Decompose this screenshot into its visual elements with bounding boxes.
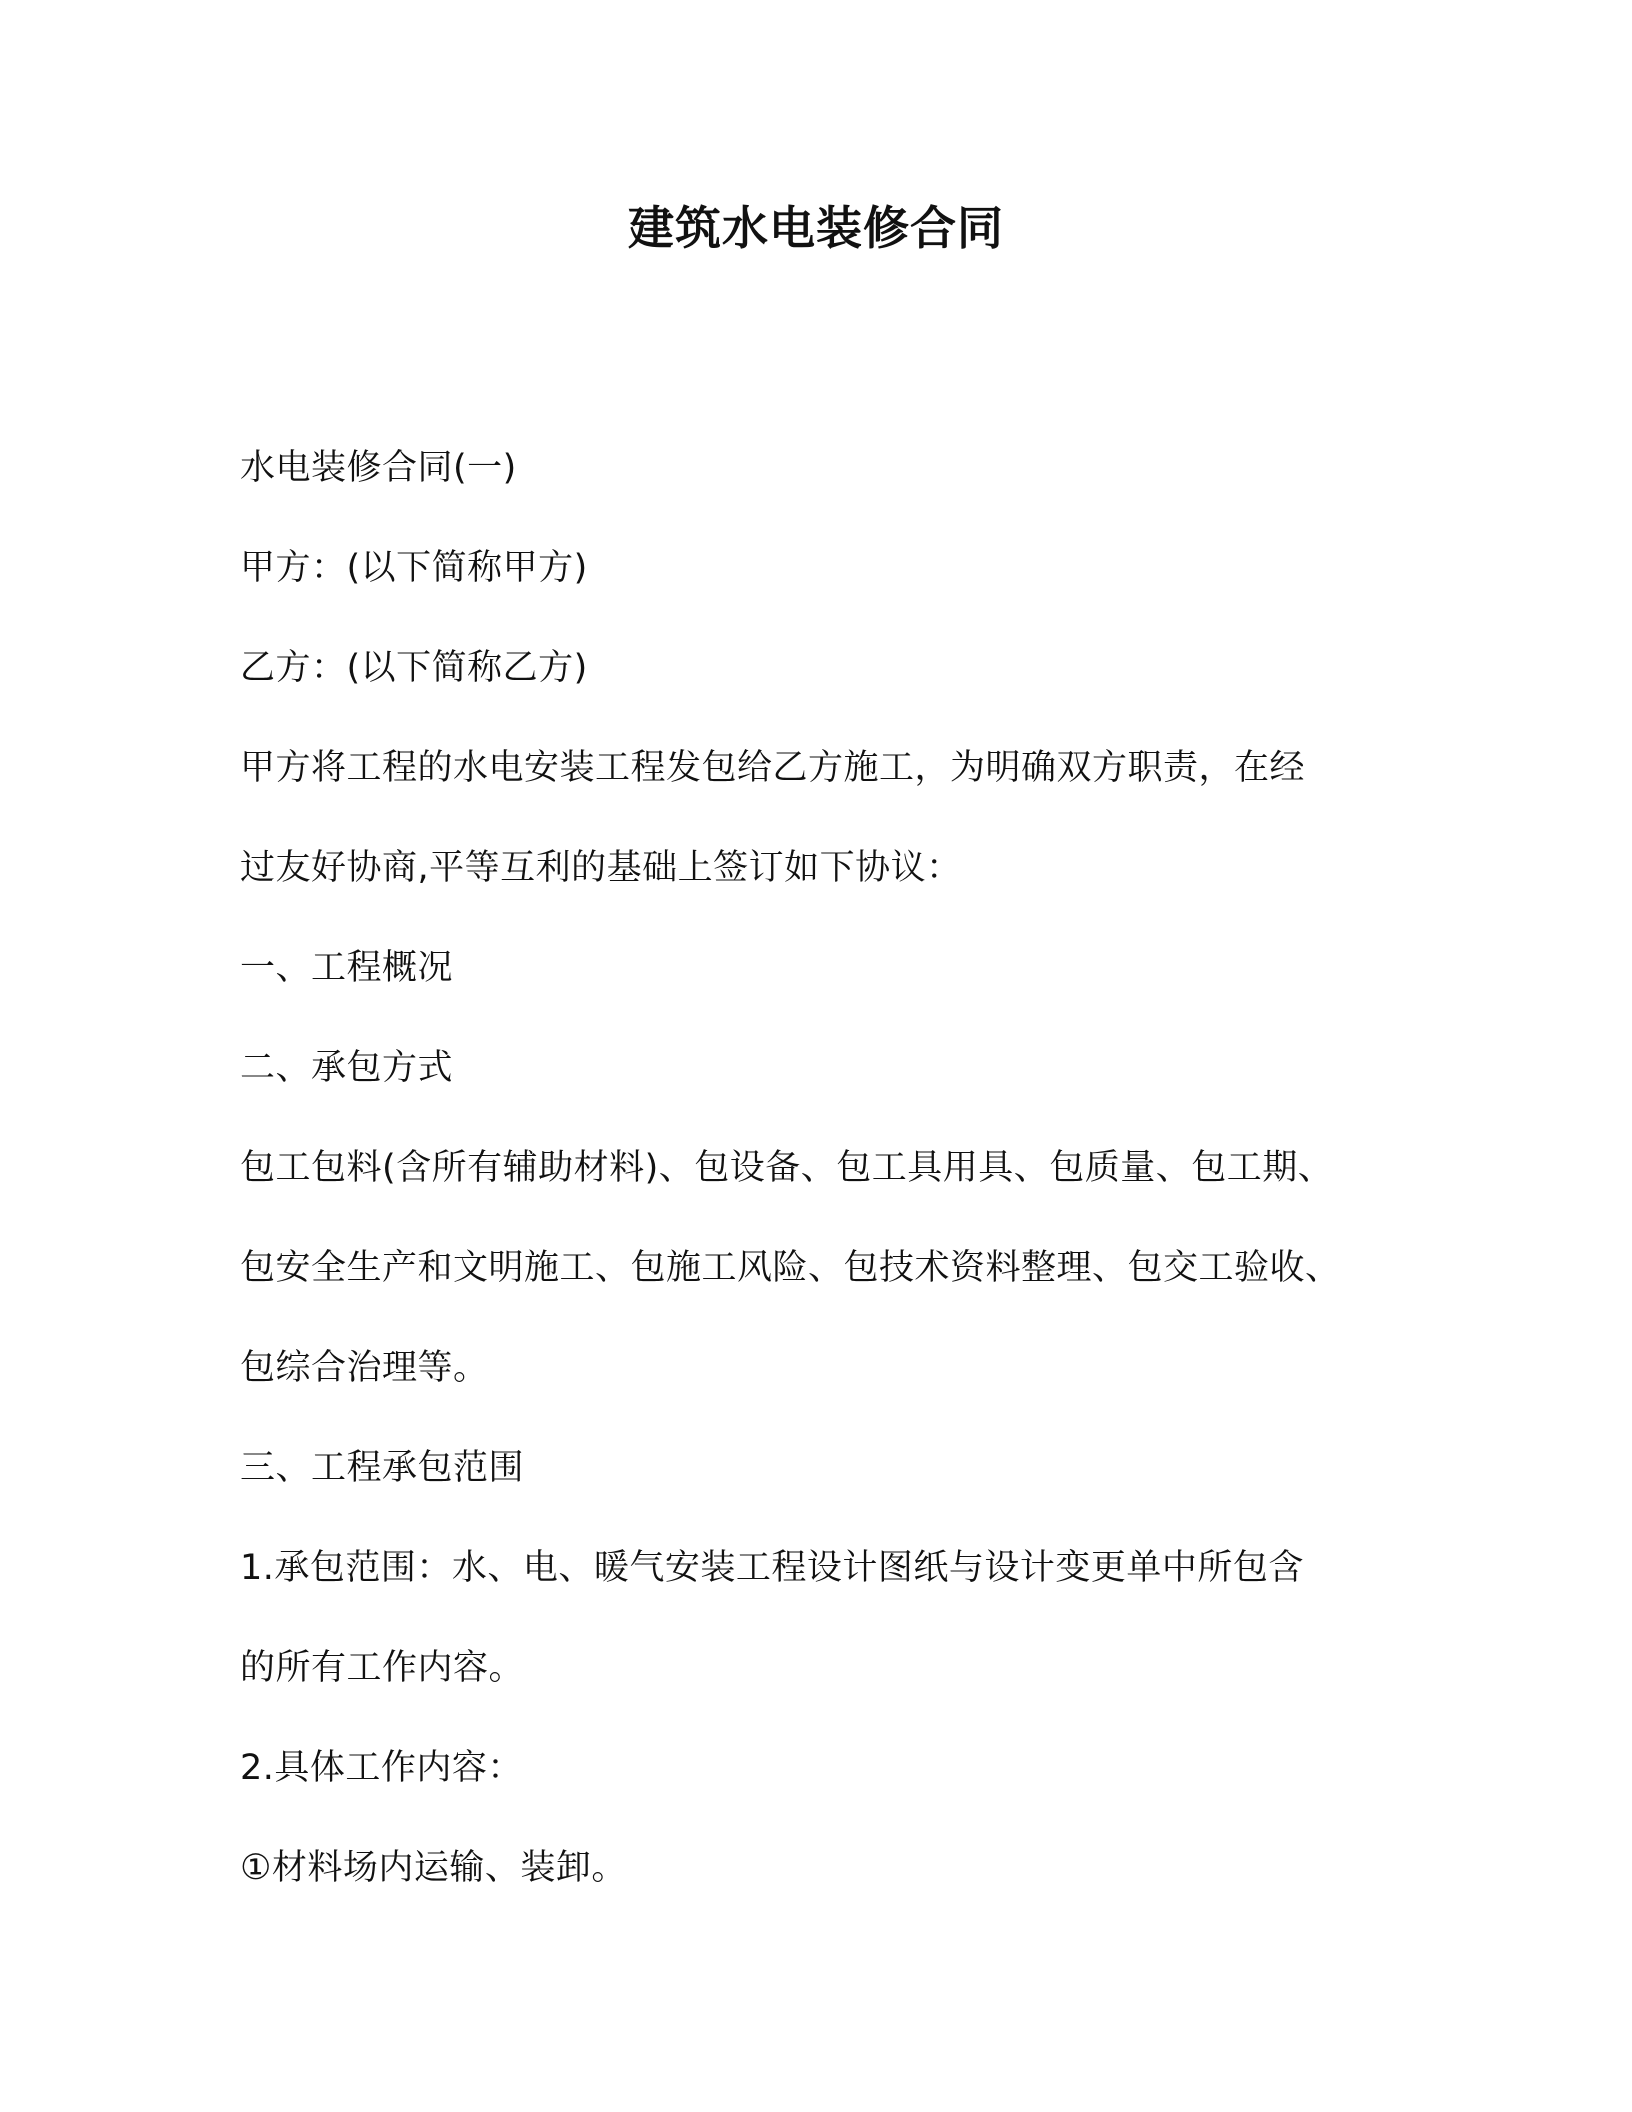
party-b-line: 乙方：(以下简称乙方)	[240, 648, 588, 688]
paragraph-line: 1.承包范围：水、电、暖气安装工程设计图纸与设计变更单中所包含	[240, 1548, 1304, 1588]
clause-heading: 三、工程承包范围	[240, 1448, 525, 1488]
list-item: ①材料场内运输、装卸。	[240, 1848, 627, 1888]
paragraph-line: 的所有工作内容。	[240, 1648, 525, 1688]
party-a-line: 甲方：(以下简称甲方)	[240, 548, 588, 588]
paragraph-line: 包工包料(含所有辅助材料)、包设备、包工具用具、包质量、包工期、	[240, 1148, 1334, 1188]
clause-heading: 一、工程概况	[240, 948, 454, 988]
paragraph-line: 2.具体工作内容：	[240, 1748, 523, 1788]
document-body	[240, 418, 1400, 1918]
section-heading: 水电装修合同(一)	[240, 448, 517, 488]
document-title: 建筑水电装修合同	[628, 201, 1004, 255]
paragraph-line: 甲方将工程的水电安装工程发包给乙方施工，为明确双方职责，在经	[240, 748, 1306, 788]
clause-heading: 二、承包方式	[240, 1048, 454, 1088]
paragraph-line: 过友好协商,平等互利的基础上签订如下协议：	[240, 848, 962, 888]
paragraph-line: 包综合治理等。	[240, 1348, 489, 1388]
paragraph-line: 包安全生产和文明施工、包施工风险、包技术资料整理、包交工验收、	[240, 1248, 1341, 1288]
